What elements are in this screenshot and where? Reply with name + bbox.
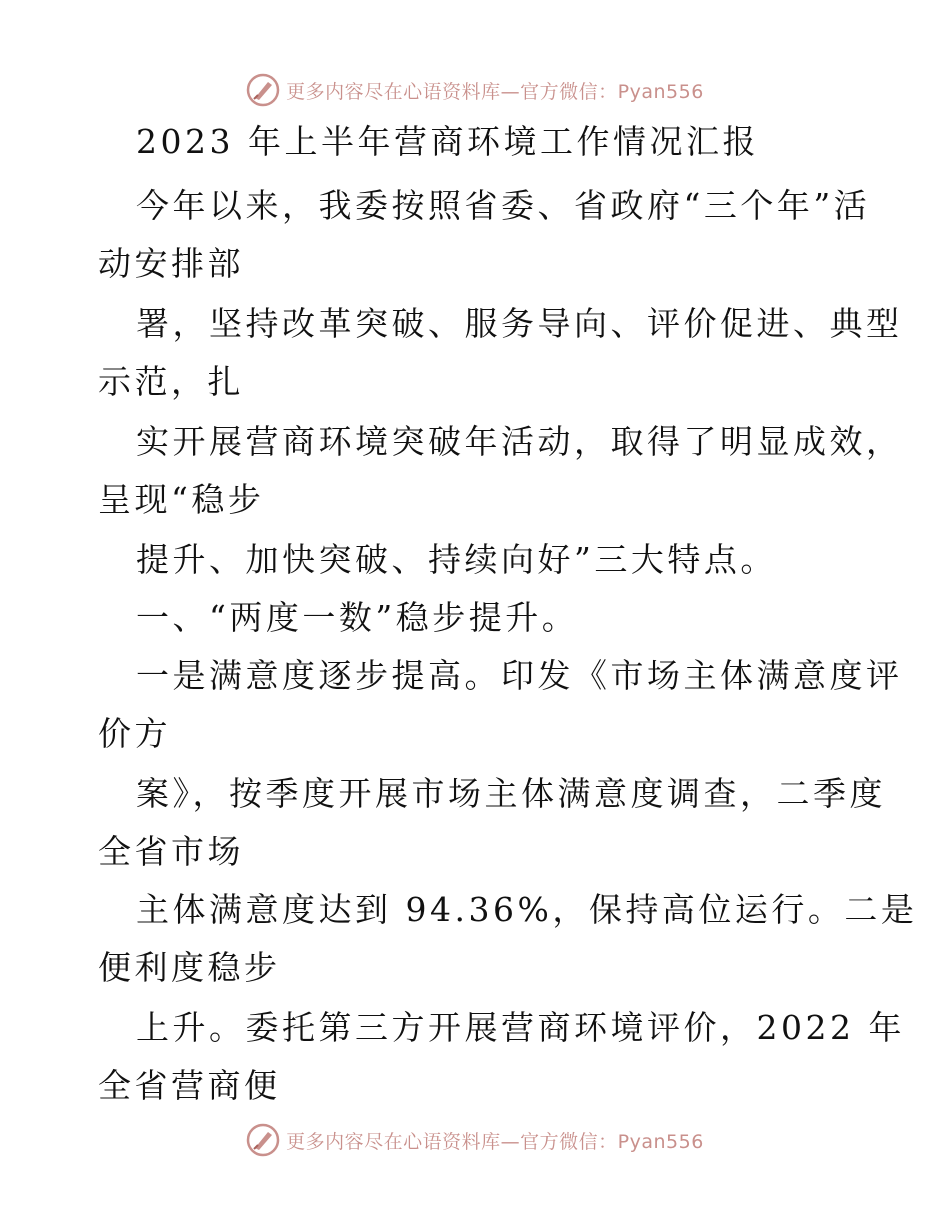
paragraph-line: 上升。委托第三方开展营商环境评价，2022 年	[136, 1008, 905, 1047]
paragraph-line: 动安排部	[98, 244, 244, 283]
paragraph-line: 示范，扎	[98, 362, 244, 401]
header-watermark-banner	[0, 70, 950, 110]
header-watermark-text: 更多内容尽在心语资料库—官方微信：Pyan556	[286, 80, 704, 103]
paragraph-line: 主体满意度达到 94.36%，保持高位运行。二是	[136, 890, 918, 929]
paragraph-line: 案》，按季度开展市场主体满意度调查，二季度	[136, 774, 886, 813]
paragraph-line: 今年以来，我委按照省委、省政府“三个年”活	[136, 186, 871, 225]
paragraph-line: 呈现“稳步	[98, 480, 265, 519]
paragraph-line: 一是满意度逐步提高。印发《市场主体满意度评	[136, 656, 903, 695]
section-heading: 一、“两度一数”稳步提升。	[136, 598, 579, 637]
footer-watermark-banner	[0, 1120, 950, 1160]
quill-logo-icon	[246, 73, 280, 107]
paragraph-line: 全省营商便	[98, 1066, 281, 1105]
paragraph-line: 价方	[98, 714, 171, 753]
paragraph-line: 提升、加快突破、持续向好”三大特点。	[136, 540, 777, 579]
paragraph-line: 署，坚持改革突破、服务导向、评价促进、典型	[136, 304, 903, 343]
paragraph-line: 便利度稳步	[98, 948, 281, 987]
quill-logo-icon	[246, 1123, 280, 1157]
footer-watermark-text: 更多内容尽在心语资料库—官方微信：Pyan556	[286, 1130, 704, 1153]
paragraph-line: 全省市场	[98, 832, 244, 871]
document-title: 2023 年上半年营商环境工作情况汇报	[136, 122, 759, 161]
paragraph-line: 实开展营商环境突破年活动，取得了明显成效，	[136, 422, 903, 461]
